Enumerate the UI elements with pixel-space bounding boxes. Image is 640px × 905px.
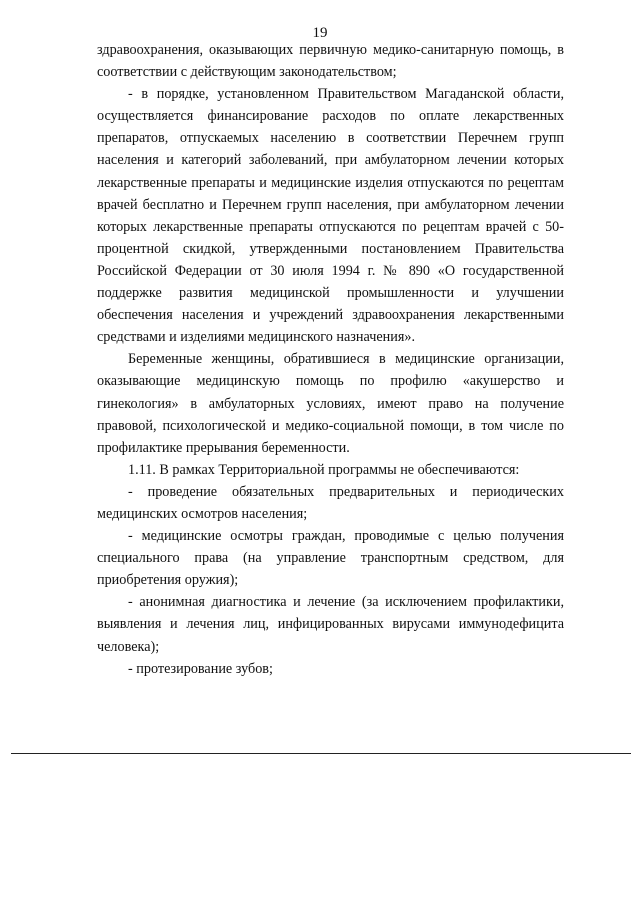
paragraph-section-1-11: 1.11. В рамках Территориальной программы не обеспечиваются: — [128, 461, 520, 478]
paragraph-continuation: здравоохранения, оказывающих первичную медико-санитарную помощь, в соответствии с действующим законодательством; — [97, 42, 564, 81]
page-number: 19 — [312, 25, 328, 41]
document-body — [97, 39, 564, 680]
paragraph-drug-financing: - в порядке, установленном Правительством Магаданской области, осуществляется финансирование расходов по оплате лекарственных препаратов, отпускаемых населению в соответствии Перечнем групп населения и категорий заболеваний, при амбулаторном лечении которых лекарственные препараты и медицинские изделия отпускаются по рецептам врачей бесплатно и Перечнем групп населения, при амбулаторном лечении которых лекарственные препараты отпускаются по рецептам врачей с 50-процентной скидкой, утвержденными постановлением Правительства Российской Федерации от 30 июля 1994 г. № 890 «О государственной поддержке развития медицинской промышленности и улучшении обеспечения населения и учреждений здравоохранения лекарственными средствами и изделиями медицинского назначения». — [97, 86, 564, 346]
paragraph-pregnant-women: Беременные женщины, обратившиеся в медицинские организации, оказывающие медицинскую помощь по профилю «акушерство и гинекология» в амбулаторных условиях, имеют право на получение правовой, психологической и медико-социальной помощи, в том числе по профилактике прерывания беременности. — [97, 351, 564, 456]
list-item-dental-prosthetics: - протезирование зубов; — [128, 660, 273, 677]
list-item-anonymous-diagnostics: - анонимная диагностика и лечение (за исключением профилактики, выявления и лечения лиц, инфицированных вирусами иммунодефицита человека); — [97, 594, 564, 655]
footer-divider — [11, 753, 631, 754]
list-item-medical-examinations: - проведение обязательных предварительных и периодических медицинских осмотров населения; — [97, 483, 564, 522]
list-item-special-right-examinations: - медицинские осмотры граждан, проводимые с целью получения специального права (на управление транспортным средством, для приобретения оружия); — [97, 528, 564, 589]
